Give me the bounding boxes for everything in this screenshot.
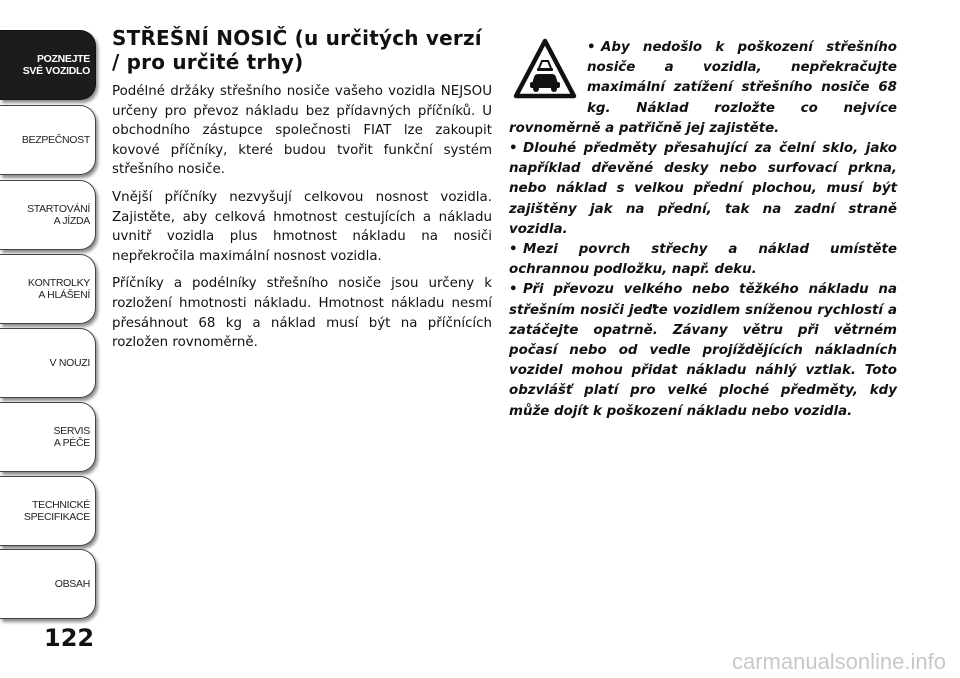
warning-bullet: • Dlouhé předměty přesahující za čelní sklo, jako například dřevěné desky nebo surfovací prkna, nebo náklad s velkou přední plochou, musí být zajištěny jak na přední, tak na zadní straně vozidla.: [509, 141, 897, 237]
tab-kontrolky-a-hlaseni[interactable]: KONTROLKY A HLÁŠENÍ: [0, 254, 96, 324]
section-tabs: [0, 0, 100, 678]
tab-startovani-a-jizda[interactable]: STARTOVÁNÍ A JÍZDA: [0, 180, 96, 250]
page-number: 122: [44, 624, 95, 652]
warning-bullet: • Aby nedošlo k poškození střešního nosiče a vozidla, nepřekračujte maximální zatížení střešního nosiče 68 kg. Náklad rozložte co nejvíce rovnoměrně a patřičně jej zajistěte.: [509, 40, 897, 136]
warning-box: [509, 38, 897, 422]
tab-v-nouzi[interactable]: V NOUZI: [0, 328, 96, 398]
paragraph: Podélné držáky střešního nosiče vašeho vozidla NEJSOU určeny pro převoz nákladu bez přídavných příčníků. U obchodního zástupce společnosti FIAT lze zakoupit kovové příčníky, které budou tvořit funkční systém střešního nosiče.: [112, 84, 492, 178]
watermark: carmanualsonline.info: [731, 649, 946, 674]
main-column: [112, 26, 492, 361]
tab-poznejte-sve-vozidlo[interactable]: POZNEJTE SVÉ VOZIDLO: [0, 30, 96, 100]
tab-obsah[interactable]: OBSAH: [0, 549, 96, 619]
tab-servis-a-pece[interactable]: SERVIS A PÉČE: [0, 402, 96, 472]
warning-triangle-car-icon: [513, 38, 577, 100]
tab-bezpecnost[interactable]: BEZPEČNOST: [0, 105, 96, 175]
warning-bullet: • Při převozu velkého nebo těžkého nákladu na střešním nosiči jeďte vozidlem sníženou rychlostí a zatáčejte opatrně. Závany větru při větrném počasí nebo od vedle projíždějících nákladních vozidel mohou přidat nákladu náhlý vztlak. Toto obzvlášť platí pro velké ploché předměty, kdy může dojít k poškození nákladu nebo vozidla.: [509, 282, 897, 419]
warning-bullet: • Mezi povrch střechy a náklad umístěte ochrannou podložku, např. deku.: [509, 242, 897, 278]
paragraph: Příčníky a podélníky střešního nosiče jsou určeny k rozložení hmotnosti nákladu. Hmotnost nákladu nesmí přesáhnout 68 kg a náklad musí být na příčnících rozložen rovnoměrně.: [112, 276, 492, 351]
paragraph: Vnější příčníky nezvyšují celkovou nosnost vozidla. Zajistěte, aby celková hmotnost cestujících a nákladu uvnitř vozidla plus hmotnost nákladu na nosiči nepřekročila maximální nosnost vozidla.: [112, 189, 492, 264]
section-title: STŘEŠNÍ NOSIČ (u určitých verzí / pro určité trhy): [112, 26, 482, 74]
tab-technicke-specifikace[interactable]: TECHNICKÉ SPECIFIKACE: [0, 476, 96, 546]
